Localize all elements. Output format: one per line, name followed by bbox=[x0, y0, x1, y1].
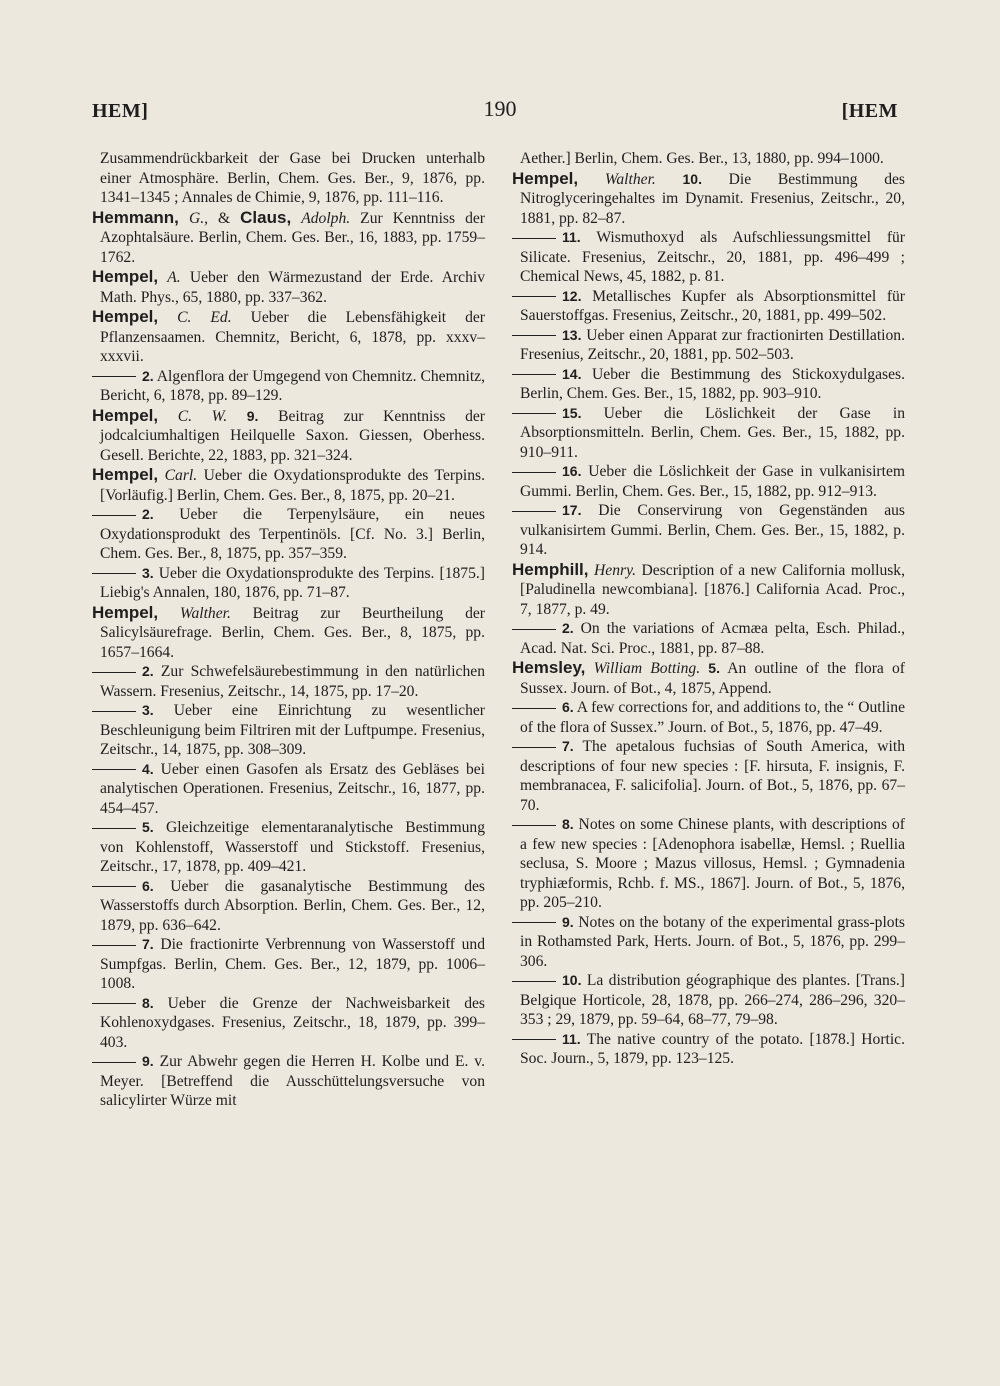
entry-number: 8. bbox=[562, 816, 574, 832]
continued-entry bbox=[92, 994, 485, 1053]
author-given-name: Carl. bbox=[164, 467, 198, 484]
continued-entry bbox=[512, 619, 905, 658]
entry-number: 10. bbox=[682, 170, 702, 187]
author-surname: Hempel, bbox=[92, 267, 159, 286]
citation-text: Description of a new California mollusk, [Paludinella newcombiana]. [1876.] California Acad. Proc., 7, 1877, p. 49. bbox=[520, 561, 905, 618]
continued-entry bbox=[512, 501, 905, 560]
continued-entry bbox=[92, 564, 485, 603]
citation-text: On the variations of Acmæa pelta, Esch. Philad., Acad. Nat. Sci. Proc., 1881, pp. 87–88. bbox=[520, 620, 905, 657]
entry-number: 6. bbox=[142, 877, 154, 894]
entry-number: 7. bbox=[562, 738, 574, 754]
ditto-rule bbox=[512, 238, 556, 239]
entry-number: 9. bbox=[246, 407, 259, 424]
citation-text: Gleichzeitige elementaranalytische Bestimmung von Kohlenstoff, Wasserstoff und Stickstoff. Fresenius, Zeitschr., 17, 1878, pp. 409–421. bbox=[100, 819, 485, 875]
citation-text: Ueber die Löslichkeit der Gase in Absorptionsmitteln. Berlin, Chem. Ges. Ber., 15, 1882, pp. 910–911. bbox=[520, 404, 905, 461]
citation-text: Algenflora der Umgegend von Chemnitz. Chemnitz, Bericht, 6, 1878, pp. 89–129. bbox=[100, 367, 485, 404]
citation-text: An outline of the flora of Sussex. Journ. of Bot., 4, 1875, Append. bbox=[520, 660, 906, 697]
citation-text: Ueber den Wärmezustand der Erde. Archiv Math. Phys., 65, 1880, pp. 337–362. bbox=[100, 269, 486, 306]
citation-text: Beitrag zur Kenntniss der jodcalciumhaltigen Heilquelle Saxon. Giessen, Oberhess. Gesell. Berichte, 22, 1883, pp. 321–324. bbox=[100, 407, 485, 464]
author-given-name: Walther. bbox=[179, 604, 231, 622]
author-surname: Hempel, bbox=[92, 405, 159, 425]
author-given-name: Walther. bbox=[604, 170, 656, 188]
citation-text: Ueber die Oxydationsprodukte des Terpins. [Vorläufig.] Berlin, Chem. Ges. Ber., 8, 1875, pp. 20–21. bbox=[100, 467, 485, 504]
entry-number: 17. bbox=[562, 502, 582, 518]
continued-entry bbox=[92, 935, 485, 994]
continued-entry bbox=[512, 737, 905, 815]
citation-text: Zur Kenntniss der Azophtalsäure. Berlin, Chem. Ges. Ber., 16, 1883, pp. 1759–1762. bbox=[100, 209, 485, 266]
ditto-rule bbox=[92, 769, 136, 770]
citation-text: Notes on some Chinese plants, with descriptions of a few new species : [Adenophora isabellæ, Hemsl. ; Ruellia seclusa, S. Moore ; Mazus villosus, Hemsl. ; Gymnadenia tryphiæformis, Rchb. f. MS., 1867]. Journ. of Bot., 5, 1876, pp. 205–210. bbox=[520, 816, 905, 911]
author-given-name: William Botting. bbox=[593, 660, 701, 677]
ditto-rule bbox=[92, 376, 136, 377]
continued-entry bbox=[512, 287, 905, 326]
continued-entry bbox=[92, 662, 485, 701]
citation-text: The native country of the potato. [1878.] Hortic. Soc. Journ., 5, 1879, pp. 123–125. bbox=[520, 1030, 905, 1067]
citation-text: Zusammendrückbarkeit der Gase bei Drucken unterhalb einer Atmosphäre. Berlin, Chem. Ges. Ber., 9, 1876, pp. 1341–1345 ; Annales de Chimie, 9, 1876, pp. 111–116. bbox=[100, 150, 485, 206]
ditto-rule bbox=[512, 629, 556, 630]
page-number: 190 bbox=[483, 96, 517, 121]
entry-continuation bbox=[92, 149, 485, 208]
entry-number: 3. bbox=[142, 564, 154, 581]
continued-entry bbox=[512, 1030, 905, 1069]
continued-entry bbox=[512, 228, 905, 287]
entry-number: 3. bbox=[142, 702, 154, 718]
running-header bbox=[0, 96, 1000, 130]
author-entry bbox=[92, 603, 485, 663]
continued-entry bbox=[512, 365, 905, 404]
right-column bbox=[512, 149, 905, 1069]
citation-text: Ueber die Löslichkeit der Gase in vulkanisirtem Gummi. Berlin, Chem. Ges. Ber., 15, 1882, pp. 912–913. bbox=[520, 463, 905, 500]
author-surname: Hemmann, bbox=[92, 207, 179, 227]
ditto-rule bbox=[92, 886, 136, 887]
continued-entry bbox=[512, 326, 905, 365]
citation-text: Zur Schwefelsäurebestimmung in den natürlichen Wassern. Fresenius, Zeitschr., 14, 1875, pp. 17–20. bbox=[100, 663, 485, 700]
entry-number: 6. bbox=[562, 699, 574, 715]
entry-number: 2. bbox=[142, 367, 154, 384]
continued-entry bbox=[512, 913, 905, 972]
author-given-name: A. bbox=[167, 269, 181, 286]
author-entry bbox=[92, 406, 485, 466]
ditto-rule bbox=[512, 413, 556, 414]
continued-entry bbox=[512, 462, 905, 501]
ditto-rule bbox=[512, 335, 556, 336]
citation-text: Beitrag zur Beurtheilung der Salicylsäurefrage. Berlin, Chem. Ges. Ber., 8, 1875, pp. 1657–1664. bbox=[100, 604, 485, 661]
ditto-rule bbox=[512, 511, 556, 512]
author-surname: Hempel, bbox=[92, 465, 159, 484]
entry-number: 4. bbox=[142, 760, 154, 777]
author-surname: Hemphill, bbox=[512, 559, 589, 579]
citation-text: Ueber die Terpenylsäure, ein neues Oxydationsprodukt des Terpentinöls. [Cf. No. 3.] Berlin, Chem. Ges. Ber., 8, 1875, pp. 357–359. bbox=[100, 506, 485, 562]
entry-number: 5. bbox=[142, 819, 154, 835]
author-given-name-2: Adolph. bbox=[301, 209, 351, 227]
citation-text: A few corrections for, and additions to, the “ Outline of the flora of Sussex.” Journ. of Bot., 5, 1876, pp. 47–49. bbox=[520, 699, 905, 736]
header-left-key: HEM] bbox=[92, 100, 149, 122]
continued-entry bbox=[92, 505, 485, 564]
entry-number: 5. bbox=[708, 660, 720, 676]
continued-entry bbox=[92, 760, 485, 819]
entry-number: 8. bbox=[142, 994, 154, 1011]
author-given-name: C. W. bbox=[177, 407, 228, 425]
ditto-rule bbox=[92, 711, 136, 712]
author-given-name: C. Ed. bbox=[177, 309, 232, 326]
citation-text: Die Bestimmung des Nitroglyceringehaltes im Dynamit. Fresenius, Zeitschr., 20, 1881, pp. 82–87. bbox=[520, 170, 906, 227]
author-entry bbox=[92, 267, 485, 307]
entry-continuation bbox=[512, 149, 905, 169]
author-entry bbox=[92, 465, 485, 505]
author-surname: Hempel, bbox=[92, 307, 159, 326]
entry-number: 2. bbox=[142, 663, 154, 679]
author-surname: Hemsley, bbox=[512, 658, 586, 677]
ditto-rule bbox=[512, 922, 556, 923]
continued-entry bbox=[512, 698, 905, 737]
citation-text: Aether.] Berlin, Chem. Ges. Ber., 13, 1880, pp. 994–1000. bbox=[520, 150, 884, 167]
entry-number: 9. bbox=[562, 913, 574, 930]
ditto-rule bbox=[92, 573, 136, 574]
entry-number: 13. bbox=[562, 326, 582, 343]
ditto-rule bbox=[512, 708, 556, 709]
author-given-name: G., bbox=[188, 209, 208, 227]
ditto-rule bbox=[512, 825, 556, 826]
citation-text: Wismuthoxyd als Aufschliessungsmittel für Silicate. Fresenius, Zeitschr., 20, 1881, pp. 496–499 ; Chemical News, 45, 1882, p. 81. bbox=[520, 229, 905, 285]
author-entry bbox=[92, 307, 485, 367]
entry-number: 11. bbox=[562, 1030, 581, 1047]
citation-text: Zur Abwehr gegen die Herren H. Kolbe und E. v. Meyer. [Betreffend die Ausschüttelungsversuche von salicylirter Würze mit bbox=[100, 1053, 485, 1109]
citation-text: Ueber die Lebensfähigkeit der Pflanzensaamen. Chemnitz, Bericht, 6, 1878, pp. xxxv–xxxvii. bbox=[100, 309, 485, 365]
ditto-rule bbox=[92, 828, 136, 829]
header-right-key: [HEM bbox=[841, 100, 898, 122]
citation-text: Ueber die Grenze der Nachweisbarkeit des Kohlenoxydgases. Fresenius, Zeitschr., 18, 1879, pp. 399–403. bbox=[100, 994, 485, 1051]
ditto-rule bbox=[512, 472, 556, 473]
citation-text: Ueber einen Apparat zur fractionirten Destillation. Fresenius, Zeitschr., 20, 1881, pp. 502–503. bbox=[520, 326, 905, 363]
continued-entry bbox=[92, 877, 485, 936]
citation-text: Ueber die gasanalytische Bestimmung des Wasserstoffs durch Absorption. Berlin, Chem. Ges. Ber., 12, 1879, pp. 636–642. bbox=[100, 877, 485, 934]
left-column bbox=[92, 149, 485, 1111]
citation-text: Die Conservirung von Gegenständen aus vulkanisirtem Gummi. Berlin, Chem. Ges. Ber., 15, 1882, p. 914. bbox=[520, 502, 905, 558]
citation-text: La distribution géographique des plantes. [Trans.] Belgique Horticole, 28, 1878, pp. 266–274, 286–296, 320–353 ; 29, 1879, pp. 59–64, 68–77, 79–98. bbox=[520, 972, 905, 1028]
citation-text: Ueber einen Gasofen als Ersatz des Gebläses bei analytischen Operationen. Fresenius, Zeitschr., 16, 1877, pp. 454–457. bbox=[100, 760, 485, 817]
citation-text: Notes on the botany of the experimental grass-plots in Rothamsted Park, Herts. Journ. of Bot., 5, 1876, pp. 299–306. bbox=[520, 913, 905, 970]
author-entry bbox=[512, 658, 905, 698]
author-entry bbox=[512, 560, 905, 620]
continued-entry bbox=[512, 971, 905, 1030]
ditto-rule bbox=[92, 672, 136, 673]
citation-text: The apetalous fuchsias of South America, with descriptions of four new species : [F. hirsuta, F. insignis, F. membranacea, F. salicifolia]. Journ. of Bot., 5, 1876, pp. 67–70. bbox=[520, 738, 905, 814]
ditto-rule bbox=[512, 981, 556, 982]
entry-number: 7. bbox=[142, 936, 154, 952]
author-entry bbox=[92, 208, 485, 268]
author-surname: Hempel, bbox=[512, 168, 579, 188]
entry-number: 12. bbox=[562, 287, 582, 304]
citation-text: Ueber die Bestimmung des Stickoxydulgases. Berlin, Chem. Ges. Ber., 15, 1882, pp. 903–910. bbox=[520, 365, 905, 402]
ditto-rule bbox=[512, 296, 556, 297]
entry-number: 2. bbox=[142, 506, 154, 522]
continued-entry bbox=[92, 367, 485, 406]
author-given-name: Henry. bbox=[594, 561, 637, 579]
entry-number: 10. bbox=[562, 972, 582, 988]
citation-text: Ueber die Oxydationsprodukte des Terpins. [1875.] Liebig's Annalen, 180, 1876, pp. 71–87. bbox=[100, 564, 485, 601]
author-entry bbox=[512, 169, 905, 229]
citation-text: Die fractionirte Verbrennung von Wasserstoff und Sumpfgas. Berlin, Chem. Ges. Ber., 12, 1879, pp. 1006–1008. bbox=[100, 936, 485, 992]
entry-number: 9. bbox=[142, 1053, 154, 1069]
continued-entry bbox=[92, 818, 485, 877]
entry-number: 14. bbox=[562, 365, 582, 382]
continued-entry bbox=[512, 815, 905, 913]
citation-text: Metallisches Kupfer als Absorptionsmittel für Sauerstoffgas. Fresenius, Zeitschr., 20, 1881, pp. 499–502. bbox=[520, 287, 905, 324]
ditto-rule bbox=[92, 515, 136, 516]
entry-number: 16. bbox=[562, 463, 582, 479]
entry-number: 15. bbox=[562, 404, 582, 421]
continued-entry bbox=[92, 1052, 485, 1111]
entry-number: 2. bbox=[562, 620, 574, 636]
continued-entry bbox=[512, 404, 905, 463]
author-joiner: & bbox=[208, 209, 241, 227]
ditto-rule bbox=[92, 1003, 136, 1004]
continued-entry bbox=[92, 701, 485, 760]
ditto-rule bbox=[92, 1062, 136, 1063]
ditto-rule bbox=[92, 945, 136, 946]
citation-text: Ueber eine Einrichtung zu wesentlicher Beschleunigung beim Filtriren mit der Luftpumpe. Fresenius, Zeitschr., 14, 1875, pp. 308–309. bbox=[100, 702, 485, 758]
entry-number: 11. bbox=[562, 229, 581, 245]
ditto-rule bbox=[512, 374, 556, 375]
author-surname-2: Claus, bbox=[240, 207, 292, 227]
author-surname: Hempel, bbox=[92, 602, 159, 622]
ditto-rule bbox=[512, 747, 556, 748]
ditto-rule bbox=[512, 1039, 556, 1040]
